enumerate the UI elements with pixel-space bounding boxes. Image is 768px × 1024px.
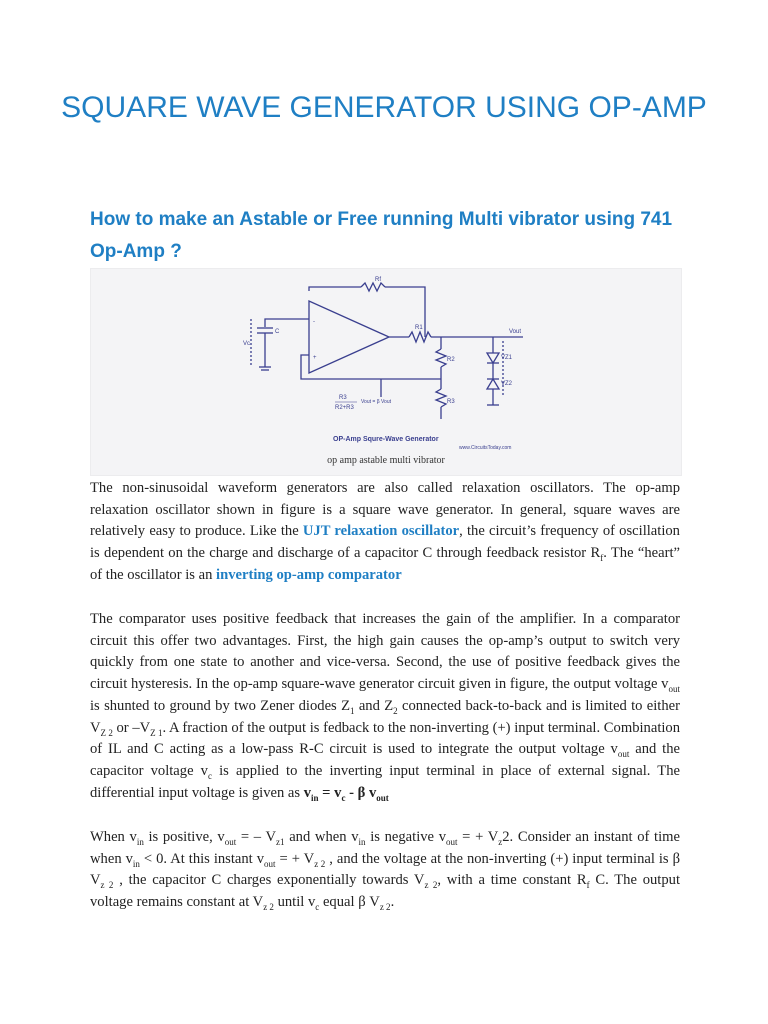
resistor-r3: [436, 389, 446, 407]
label-r2: R2: [447, 357, 455, 363]
label-minus: -: [313, 319, 315, 325]
feedback-wire: [309, 287, 361, 291]
figure-caption: op amp astable multi vibrator: [327, 455, 445, 466]
label-r3: R3: [447, 399, 455, 405]
label-plus: +: [313, 355, 317, 361]
label-beta-den: R2+R3: [335, 405, 354, 411]
zener-z1: [487, 353, 499, 363]
link-ujt-relaxation-oscillator[interactable]: UJT relaxation oscillator: [302, 523, 460, 540]
resistor-rf: [361, 283, 385, 291]
link-inverting-comparator[interactable]: inverting op-amp comparator: [216, 566, 402, 583]
label-beta-num: R3: [339, 395, 347, 401]
inverting-input-wire: [265, 319, 309, 327]
circuit-diagram: [241, 271, 541, 457]
label-vz2: VZ2: [501, 381, 513, 387]
resistor-r2: [436, 349, 446, 367]
page-title: SQUARE WAVE GENERATOR USING OP-AMP: [61, 91, 707, 124]
label-beta-expr: Vout = β Vout: [361, 399, 391, 405]
op-amp-symbol: [309, 301, 389, 373]
label-vout: Vout: [509, 329, 522, 335]
label-c: C: [275, 329, 280, 335]
differential-input-equation: $v_{in} = v_c - \beta$ $v_{out}$: [303, 784, 389, 803]
label-rf: Rf: [375, 277, 381, 283]
paragraph-comparator: The comparator uses positive feedback that increases the gain of the amplifier. In a comparator circuit this offer two advantages. First, the high gain causes the op-amp’s output to switch very quickly from one state to another and vice-versa. Second, the use of positive feedback gives the circuit hysteresis. In the op-amp square-wave generator circuit given in figure, the output voltage $v_{out}$ is shunted to ground by two Zener diodes $Z_1$ and $Z_2$ connected back-to-back and is limited to either $V_{Z 2}$ or $-V_{Z 1}$. A fraction of the output is fedback to the non-inverting (+) input terminal. Combination of IL and C acting as a low-pass R-C circuit is used to integrate the output voltage $v_{out}$ and the capacitor voltage $v_c$ is applied to the inverting input terminal in place of external signal. The differential input voltage is given as $v_{in} = v_c - \beta$ $v_{out}$: [90, 611, 681, 803]
figure-image-title: OP-Amp Squre-Wave Generator: [333, 436, 439, 443]
circuit-figure: [90, 268, 682, 476]
label-vc: Vc: [243, 341, 251, 347]
paragraph-operation: When $v_{in}$ is positive, $v_{out}$ = – $V_{z1}$ and when $v_{in}$ is negative $v_{out}$ = + $V_z2$. Consider an instant of time when $v_{in} < 0$. At this instant $v_{out}$ = + $V_{z 2}$ , and the voltage at the non-inverting (+) input terminal is β $V_{z 2}$ , the capacitor C charges exponentially towards $V_{z 2}$, with a time constant $R_f$ C. The output voltage remains constant at $V_{z 2}$ until $v_c$ equal β $V_{z 2}$.: [90, 829, 681, 913]
section-subtitle: How to make an Astable or Free running Multi vibrator using 741 Op-Amp ?: [90, 209, 673, 262]
label-vz1: VZ1: [501, 355, 513, 361]
paragraph-intro: The non-sinusoidal waveform generators are also called relaxation oscillators. The op-amp relaxation oscillator shown in figure is a square wave generator. In general, square waves are relatively easy to produce. Like the UJT relaxation oscillator, the circuit’s frequency of oscillation is dependent on the charge and discharge of a capacitor C through feedback resistor $R_f$. The “heart” of the oscillator is an inverting op-amp comparator: [90, 480, 680, 583]
figure-watermark: www.CircuitsToday.com: [459, 445, 512, 451]
zener-z2: [487, 379, 499, 389]
label-r1: R1: [415, 325, 423, 331]
resistor-r1: [409, 332, 431, 342]
